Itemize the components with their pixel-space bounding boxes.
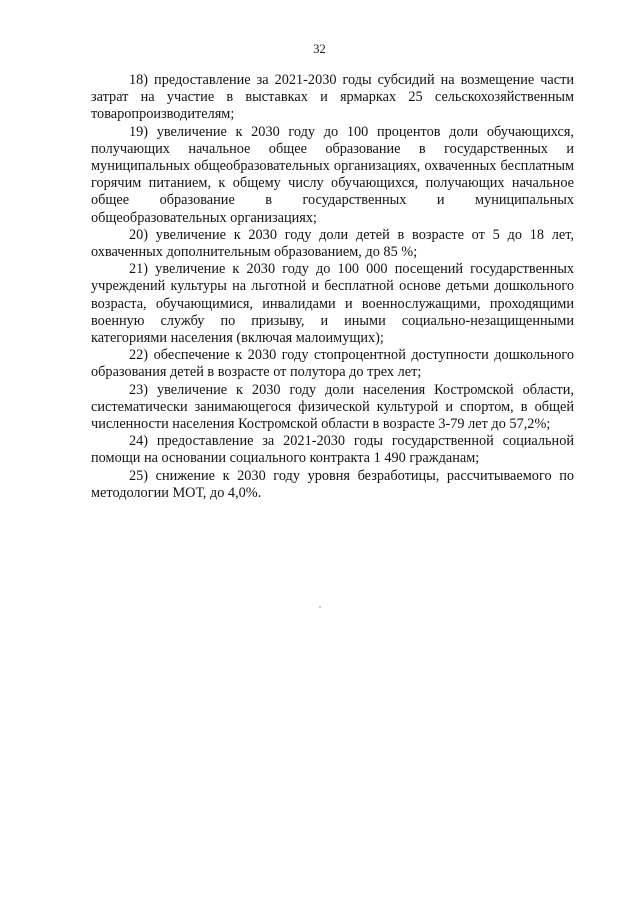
list-item-24: 24) предоставление за 2021-2030 годы государственной социальной помощи на основании социального контракта 1 490 гражданам; xyxy=(91,433,574,467)
list-item-22: 22) обеспечение к 2030 году стопроцентной доступности дошкольного образования детей в возрасте от полутора до трех лет; xyxy=(91,347,574,381)
list-item-20: 20) увеличение к 2030 году доли детей в возрасте от 5 до 18 лет, охваченных дополнительным образованием, до 85 %; xyxy=(91,226,574,261)
list-item-23: 23) увеличение к 2030 году доли населения Костромской области, систематически занимающегося физической культурой и спортом, в общей численности населения Костромской области в возрасте 3-79 лет до 57,2%; xyxy=(91,381,574,433)
scan-speck xyxy=(319,606,321,608)
list-item-19: 19) увеличение к 2030 году до 100 процентов доли обучающихся, получающих начальное общее образование в государственных и муниципальных общеобразовательных организациях, охваченных бесплатным горячим питанием, к общему числу обучающихся, получающих начальное общее образование в государственных и муниципальных общеобразовательных организациях; xyxy=(91,123,574,226)
page-number: 32 xyxy=(313,42,326,56)
list-item-21: 21) увеличение к 2030 году до 100 000 посещений государственных учреждений культуры на льготной и бесплатной основе детьми дошкольного возраста, обучающимися, инвалидами и военнослужащими, проходящими военную службу по призыву, и иными социально-незащищенными категориями населения (включая малоимущих); xyxy=(91,261,574,347)
list-item-18: 18) предоставление за 2021-2030 годы субсидий на возмещение части затрат на участие в выставках и ярмарках 25 сельскохозяйственным товаропроизводителям; xyxy=(91,72,574,123)
document-body xyxy=(91,72,574,502)
list-item-25: 25) снижение к 2030 году уровня безработицы, рассчитываемого по методологии МОТ, до 4,0%. xyxy=(91,467,574,501)
